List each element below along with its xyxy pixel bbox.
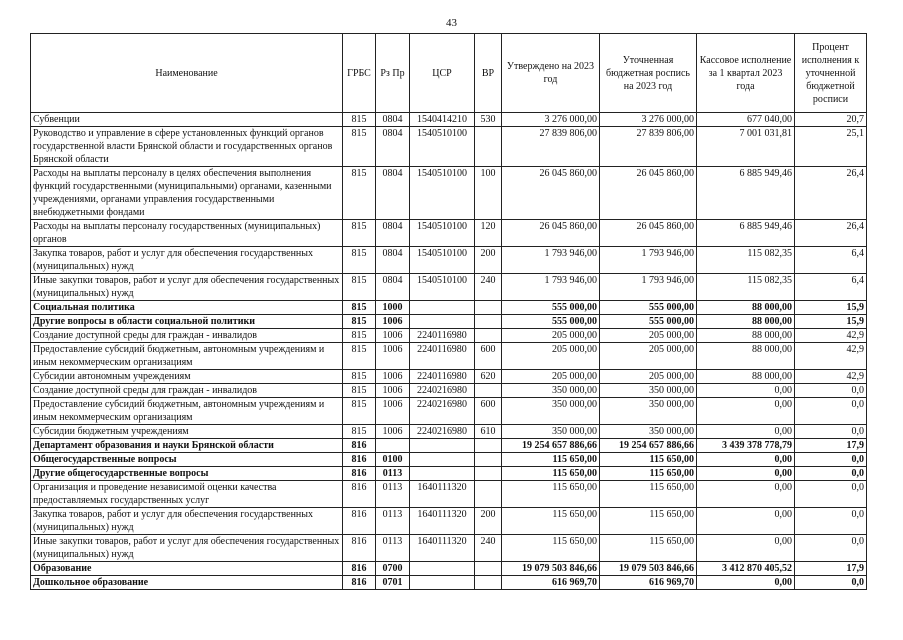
row-percent-cell: 17,9 bbox=[795, 439, 867, 453]
table-row bbox=[31, 535, 867, 562]
row-approved-cell: 3 276 000,00 bbox=[502, 113, 600, 127]
row-rzpr-cell: 0804 bbox=[376, 167, 410, 220]
row-vr-cell: 240 bbox=[475, 274, 502, 301]
row-approved-cell: 205 000,00 bbox=[502, 370, 600, 384]
row-refined-cell: 19 254 657 886,66 bbox=[600, 439, 697, 453]
row-rzpr-cell: 1006 bbox=[376, 398, 410, 425]
row-grbs-cell: 816 bbox=[343, 439, 376, 453]
row-vr-cell: 200 bbox=[475, 247, 502, 274]
row-csr-cell: 1540414210 bbox=[410, 113, 475, 127]
row-percent-cell: 17,9 bbox=[795, 562, 867, 576]
table-row bbox=[31, 274, 867, 301]
row-grbs-cell: 816 bbox=[343, 467, 376, 481]
row-approved-cell: 115 650,00 bbox=[502, 453, 600, 467]
row-name-cell: Образование bbox=[31, 562, 343, 576]
row-approved-cell: 205 000,00 bbox=[502, 343, 600, 370]
row-vr-cell bbox=[475, 481, 502, 508]
row-percent-cell: 42,9 bbox=[795, 329, 867, 343]
row-approved-cell: 205 000,00 bbox=[502, 329, 600, 343]
table-row bbox=[31, 220, 867, 247]
row-vr-cell: 530 bbox=[475, 113, 502, 127]
table-row bbox=[31, 329, 867, 343]
row-rzpr-cell: 0113 bbox=[376, 535, 410, 562]
row-grbs-cell: 815 bbox=[343, 127, 376, 167]
row-refined-cell: 350 000,00 bbox=[600, 398, 697, 425]
row-rzpr-cell: 1006 bbox=[376, 425, 410, 439]
table-row bbox=[31, 453, 867, 467]
row-approved-cell: 26 045 860,00 bbox=[502, 167, 600, 220]
row-rzpr-cell: 0113 bbox=[376, 508, 410, 535]
row-grbs-cell: 815 bbox=[343, 343, 376, 370]
table-row bbox=[31, 398, 867, 425]
row-cash-cell: 3 439 378 778,79 bbox=[697, 439, 795, 453]
row-approved-cell: 115 650,00 bbox=[502, 467, 600, 481]
row-percent-cell: 26,4 bbox=[795, 220, 867, 247]
row-cash-cell: 88 000,00 bbox=[697, 343, 795, 370]
row-csr-cell: 1640111320 bbox=[410, 481, 475, 508]
row-cash-cell: 7 001 031,81 bbox=[697, 127, 795, 167]
row-name-cell: Иные закупки товаров, работ и услуг для обеспечения государственных (муниципальных) нужд bbox=[31, 274, 343, 301]
row-vr-cell: 610 bbox=[475, 425, 502, 439]
row-cash-cell: 88 000,00 bbox=[697, 329, 795, 343]
row-approved-cell: 27 839 806,00 bbox=[502, 127, 600, 167]
row-csr-cell: 2240216980 bbox=[410, 398, 475, 425]
row-name-cell: Субсидии бюджетным учреждениям bbox=[31, 425, 343, 439]
row-vr-cell bbox=[475, 576, 502, 590]
row-grbs-cell: 815 bbox=[343, 167, 376, 220]
row-vr-cell bbox=[475, 467, 502, 481]
row-cash-cell: 88 000,00 bbox=[697, 370, 795, 384]
row-refined-cell: 115 650,00 bbox=[600, 467, 697, 481]
row-csr-cell: 1640111320 bbox=[410, 535, 475, 562]
table-row bbox=[31, 576, 867, 590]
row-name-cell: Субсидии автономным учреждениям bbox=[31, 370, 343, 384]
row-grbs-cell: 815 bbox=[343, 329, 376, 343]
row-percent-cell: 0,0 bbox=[795, 535, 867, 562]
row-approved-cell: 555 000,00 bbox=[502, 315, 600, 329]
row-rzpr-cell: 0804 bbox=[376, 220, 410, 247]
row-csr-cell bbox=[410, 562, 475, 576]
row-vr-cell: 620 bbox=[475, 370, 502, 384]
row-percent-cell: 0,0 bbox=[795, 467, 867, 481]
row-percent-cell: 0,0 bbox=[795, 384, 867, 398]
table-row bbox=[31, 301, 867, 315]
table-row bbox=[31, 370, 867, 384]
row-approved-cell: 115 650,00 bbox=[502, 508, 600, 535]
row-approved-cell: 350 000,00 bbox=[502, 384, 600, 398]
row-percent-cell: 0,0 bbox=[795, 508, 867, 535]
row-approved-cell: 555 000,00 bbox=[502, 301, 600, 315]
row-name-cell: Создание доступной среды для граждан - инвалидов bbox=[31, 329, 343, 343]
row-name-cell: Организация и проведение независимой оценки качества предоставляемых государственных услуг bbox=[31, 481, 343, 508]
row-rzpr-cell: 1000 bbox=[376, 301, 410, 315]
row-cash-cell: 115 082,35 bbox=[697, 274, 795, 301]
row-cash-cell: 115 082,35 bbox=[697, 247, 795, 274]
row-name-cell: Предоставление субсидий бюджетным, автономным учреждениям и иным некоммерческим организациям bbox=[31, 343, 343, 370]
row-grbs-cell: 815 bbox=[343, 301, 376, 315]
row-percent-cell: 0,0 bbox=[795, 481, 867, 508]
row-vr-cell bbox=[475, 127, 502, 167]
row-percent-cell: 25,1 bbox=[795, 127, 867, 167]
row-name-cell: Дошкольное образование bbox=[31, 576, 343, 590]
row-name-cell: Закупка товаров, работ и услуг для обеспечения государственных (муниципальных) нужд bbox=[31, 247, 343, 274]
row-vr-cell bbox=[475, 315, 502, 329]
row-grbs-cell: 816 bbox=[343, 535, 376, 562]
page-number: 43 bbox=[446, 17, 457, 29]
row-percent-cell: 42,9 bbox=[795, 343, 867, 370]
row-refined-cell: 115 650,00 bbox=[600, 535, 697, 562]
row-csr-cell bbox=[410, 439, 475, 453]
table-row bbox=[31, 439, 867, 453]
row-cash-cell: 6 885 949,46 bbox=[697, 167, 795, 220]
row-rzpr-cell: 1006 bbox=[376, 343, 410, 370]
table-row bbox=[31, 127, 867, 167]
table-row bbox=[31, 508, 867, 535]
row-refined-cell: 27 839 806,00 bbox=[600, 127, 697, 167]
row-refined-cell: 3 276 000,00 bbox=[600, 113, 697, 127]
row-csr-cell bbox=[410, 467, 475, 481]
row-refined-cell: 205 000,00 bbox=[600, 329, 697, 343]
row-rzpr-cell: 0804 bbox=[376, 247, 410, 274]
row-csr-cell: 1640111320 bbox=[410, 508, 475, 535]
row-name-cell: Предоставление субсидий бюджетным, автономным учреждениям и иным некоммерческим организациям bbox=[31, 398, 343, 425]
header-vr: ВР bbox=[475, 34, 502, 113]
table-row bbox=[31, 343, 867, 370]
row-vr-cell bbox=[475, 562, 502, 576]
row-rzpr-cell: 0804 bbox=[376, 113, 410, 127]
row-approved-cell: 115 650,00 bbox=[502, 481, 600, 508]
row-vr-cell: 120 bbox=[475, 220, 502, 247]
row-refined-cell: 19 079 503 846,66 bbox=[600, 562, 697, 576]
row-name-cell: Создание доступной среды для граждан - инвалидов bbox=[31, 384, 343, 398]
row-cash-cell: 0,00 bbox=[697, 508, 795, 535]
row-csr-cell: 1540510100 bbox=[410, 167, 475, 220]
row-rzpr-cell: 1006 bbox=[376, 329, 410, 343]
row-refined-cell: 1 793 946,00 bbox=[600, 274, 697, 301]
row-percent-cell: 0,0 bbox=[795, 425, 867, 439]
row-refined-cell: 350 000,00 bbox=[600, 384, 697, 398]
row-vr-cell: 600 bbox=[475, 398, 502, 425]
row-percent-cell: 6,4 bbox=[795, 274, 867, 301]
row-cash-cell: 677 040,00 bbox=[697, 113, 795, 127]
row-vr-cell: 200 bbox=[475, 508, 502, 535]
row-grbs-cell: 815 bbox=[343, 425, 376, 439]
table-row bbox=[31, 425, 867, 439]
row-name-cell: Социальная политика bbox=[31, 301, 343, 315]
row-csr-cell: 1540510100 bbox=[410, 220, 475, 247]
row-cash-cell: 88 000,00 bbox=[697, 315, 795, 329]
row-refined-cell: 205 000,00 bbox=[600, 343, 697, 370]
row-vr-cell bbox=[475, 301, 502, 315]
row-cash-cell: 0,00 bbox=[697, 481, 795, 508]
row-refined-cell: 26 045 860,00 bbox=[600, 167, 697, 220]
row-cash-cell: 0,00 bbox=[697, 467, 795, 481]
row-approved-cell: 19 254 657 886,66 bbox=[502, 439, 600, 453]
row-refined-cell: 350 000,00 bbox=[600, 425, 697, 439]
row-grbs-cell: 815 bbox=[343, 315, 376, 329]
header-row bbox=[31, 34, 867, 113]
table-row bbox=[31, 562, 867, 576]
row-approved-cell: 1 793 946,00 bbox=[502, 274, 600, 301]
row-cash-cell: 6 885 949,46 bbox=[697, 220, 795, 247]
row-refined-cell: 115 650,00 bbox=[600, 453, 697, 467]
row-csr-cell: 2240116980 bbox=[410, 343, 475, 370]
row-rzpr-cell: 1006 bbox=[376, 315, 410, 329]
row-vr-cell bbox=[475, 329, 502, 343]
row-vr-cell bbox=[475, 439, 502, 453]
row-csr-cell: 2240116980 bbox=[410, 329, 475, 343]
row-name-cell: Руководство и управление в сфере установленных функций органов государственной власти Брянской области и государственных органов Брянской области bbox=[31, 127, 343, 167]
row-cash-cell: 0,00 bbox=[697, 398, 795, 425]
row-csr-cell bbox=[410, 301, 475, 315]
row-grbs-cell: 815 bbox=[343, 113, 376, 127]
row-cash-cell: 3 412 870 405,52 bbox=[697, 562, 795, 576]
row-rzpr-cell: 0701 bbox=[376, 576, 410, 590]
row-percent-cell: 26,4 bbox=[795, 167, 867, 220]
row-percent-cell: 20,7 bbox=[795, 113, 867, 127]
header-refined: Уточненная бюджетная роспись на 2023 год bbox=[600, 34, 697, 113]
row-grbs-cell: 815 bbox=[343, 370, 376, 384]
row-approved-cell: 350 000,00 bbox=[502, 425, 600, 439]
table-row bbox=[31, 315, 867, 329]
header-grbs: ГРБС bbox=[343, 34, 376, 113]
row-rzpr-cell: 1006 bbox=[376, 370, 410, 384]
row-grbs-cell: 815 bbox=[343, 398, 376, 425]
row-grbs-cell: 815 bbox=[343, 274, 376, 301]
row-name-cell: Другие общегосударственные вопросы bbox=[31, 467, 343, 481]
row-csr-cell: 2240216980 bbox=[410, 384, 475, 398]
row-refined-cell: 1 793 946,00 bbox=[600, 247, 697, 274]
header-csr: ЦСР bbox=[410, 34, 475, 113]
table-row bbox=[31, 113, 867, 127]
row-name-cell: Иные закупки товаров, работ и услуг для обеспечения государственных (муниципальных) нужд bbox=[31, 535, 343, 562]
row-refined-cell: 616 969,70 bbox=[600, 576, 697, 590]
header-percent: Процент исполнения к уточненной бюджетной росписи bbox=[795, 34, 867, 113]
row-name-cell: Расходы на выплаты персоналу в целях обеспечения выполнения функций государственными (муниципальными) органами, казенными учреждениями, органами управления государственными внебюджетными фондами bbox=[31, 167, 343, 220]
row-grbs-cell: 815 bbox=[343, 384, 376, 398]
row-percent-cell: 0,0 bbox=[795, 576, 867, 590]
row-csr-cell: 1540510100 bbox=[410, 274, 475, 301]
row-csr-cell: 1540510100 bbox=[410, 127, 475, 167]
row-name-cell: Закупка товаров, работ и услуг для обеспечения государственных (муниципальных) нужд bbox=[31, 508, 343, 535]
row-vr-cell: 240 bbox=[475, 535, 502, 562]
row-vr-cell: 600 bbox=[475, 343, 502, 370]
row-grbs-cell: 816 bbox=[343, 453, 376, 467]
row-approved-cell: 350 000,00 bbox=[502, 398, 600, 425]
row-refined-cell: 555 000,00 bbox=[600, 301, 697, 315]
row-approved-cell: 616 969,70 bbox=[502, 576, 600, 590]
table-row bbox=[31, 167, 867, 220]
row-rzpr-cell: 0804 bbox=[376, 127, 410, 167]
row-grbs-cell: 816 bbox=[343, 562, 376, 576]
row-rzpr-cell: 0700 bbox=[376, 562, 410, 576]
header-name: Наименование bbox=[31, 34, 343, 113]
row-cash-cell: 0,00 bbox=[697, 535, 795, 562]
row-grbs-cell: 816 bbox=[343, 576, 376, 590]
row-rzpr-cell: 0100 bbox=[376, 453, 410, 467]
row-approved-cell: 19 079 503 846,66 bbox=[502, 562, 600, 576]
row-name-cell: Расходы на выплаты персоналу государственных (муниципальных) органов bbox=[31, 220, 343, 247]
row-percent-cell: 0,0 bbox=[795, 398, 867, 425]
row-percent-cell: 0,0 bbox=[795, 453, 867, 467]
row-cash-cell: 0,00 bbox=[697, 453, 795, 467]
row-percent-cell: 6,4 bbox=[795, 247, 867, 274]
row-name-cell: Департамент образования и науки Брянской области bbox=[31, 439, 343, 453]
row-csr-cell bbox=[410, 315, 475, 329]
row-percent-cell: 15,9 bbox=[795, 301, 867, 315]
table-row bbox=[31, 467, 867, 481]
row-refined-cell: 205 000,00 bbox=[600, 370, 697, 384]
row-percent-cell: 15,9 bbox=[795, 315, 867, 329]
row-grbs-cell: 816 bbox=[343, 508, 376, 535]
row-approved-cell: 26 045 860,00 bbox=[502, 220, 600, 247]
row-refined-cell: 115 650,00 bbox=[600, 481, 697, 508]
row-name-cell: Субвенции bbox=[31, 113, 343, 127]
row-cash-cell: 88 000,00 bbox=[697, 301, 795, 315]
row-csr-cell: 2240116980 bbox=[410, 370, 475, 384]
budget-table bbox=[30, 33, 867, 590]
row-vr-cell bbox=[475, 384, 502, 398]
row-refined-cell: 115 650,00 bbox=[600, 508, 697, 535]
row-name-cell: Общегосударственные вопросы bbox=[31, 453, 343, 467]
row-csr-cell: 2240216980 bbox=[410, 425, 475, 439]
header-rzpr: Рз Пр bbox=[376, 34, 410, 113]
row-grbs-cell: 815 bbox=[343, 220, 376, 247]
row-csr-cell bbox=[410, 453, 475, 467]
table-row bbox=[31, 247, 867, 274]
row-grbs-cell: 815 bbox=[343, 247, 376, 274]
header-approved: Утверждено на 2023 год bbox=[502, 34, 600, 113]
row-rzpr-cell: 0113 bbox=[376, 467, 410, 481]
row-rzpr-cell: 1006 bbox=[376, 384, 410, 398]
row-csr-cell: 1540510100 bbox=[410, 247, 475, 274]
header-cash: Кассовое исполнение за 1 квартал 2023 года bbox=[697, 34, 795, 113]
row-vr-cell bbox=[475, 453, 502, 467]
row-cash-cell: 0,00 bbox=[697, 425, 795, 439]
row-rzpr-cell: 0113 bbox=[376, 481, 410, 508]
row-approved-cell: 1 793 946,00 bbox=[502, 247, 600, 274]
row-vr-cell: 100 bbox=[475, 167, 502, 220]
row-csr-cell bbox=[410, 576, 475, 590]
row-name-cell: Другие вопросы в области социальной политики bbox=[31, 315, 343, 329]
table-row bbox=[31, 481, 867, 508]
row-cash-cell: 0,00 bbox=[697, 384, 795, 398]
row-refined-cell: 26 045 860,00 bbox=[600, 220, 697, 247]
row-rzpr-cell: 0804 bbox=[376, 274, 410, 301]
row-rzpr-cell bbox=[376, 439, 410, 453]
row-refined-cell: 555 000,00 bbox=[600, 315, 697, 329]
row-approved-cell: 115 650,00 bbox=[502, 535, 600, 562]
row-percent-cell: 42,9 bbox=[795, 370, 867, 384]
row-grbs-cell: 816 bbox=[343, 481, 376, 508]
row-cash-cell: 0,00 bbox=[697, 576, 795, 590]
table-row bbox=[31, 384, 867, 398]
